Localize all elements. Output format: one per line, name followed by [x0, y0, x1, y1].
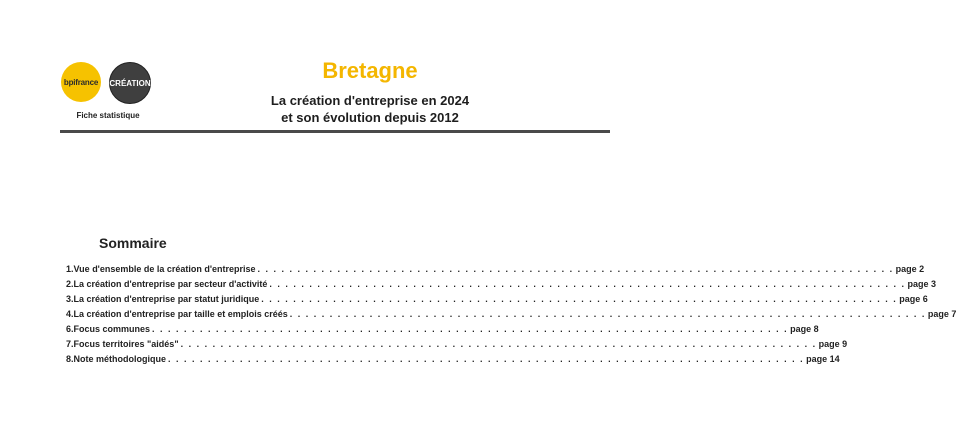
toc-item-page: page 14	[806, 354, 840, 364]
toc-item-number: 3.	[66, 294, 74, 304]
toc-item-page: page 3	[907, 279, 936, 289]
bpifrance-logo	[61, 62, 101, 102]
toc-item-page: page 8	[790, 324, 819, 334]
toc-item-leader: . . . . . . . . . . . . . . . . . . . . . . . . . . . . . . . . . . . . . . . . . . . . . . . . . . . . . . . . . . . . . . . . . . . . . . . . . . . . . . . .	[289, 309, 926, 319]
page-title: Bretagne	[322, 58, 418, 83]
toc-item-leader: . . . . . . . . . . . . . . . . . . . . . . . . . . . . . . . . . . . . . . . . . . . . . . . . . . . . . . . . . . . . . . . . . . . . . . . . . . . . . . . .	[152, 324, 789, 334]
toc-item-page: page 2	[895, 264, 925, 274]
toc-item-number: 4.	[66, 309, 74, 319]
subtitle-line-1: La création d'entreprise en 2024	[270, 93, 470, 108]
toc-item-leader: . . . . . . . . . . . . . . . . . . . . . . . . . . . . . . . . . . . . . . . . . . . . . . . . . . . . . . . . . . . . . . . . . . . . . . . . . . . . . . . .	[261, 294, 898, 304]
toc-item-number: 7.	[66, 339, 74, 349]
toc-item-label: Focus communes	[73, 324, 151, 334]
toc-item-number: 6.	[66, 324, 74, 334]
toc-item-label: La création d'entreprise par taille et emplois créés	[73, 309, 288, 319]
toc-item[interactable]	[66, 264, 925, 279]
table-of-contents	[66, 264, 956, 369]
toc-item[interactable]	[66, 309, 956, 324]
toc-item-label: La création d'entreprise par statut juridique	[73, 294, 260, 304]
bpifrance-logo-text: bpifrance	[63, 77, 99, 87]
toc-item-page: page 9	[818, 339, 848, 349]
toc-item-leader: . . . . . . . . . . . . . . . . . . . . . . . . . . . . . . . . . . . . . . . . . . . . . . . . . . . . . . . . . . . . . . . . . . . . . . . . . . . . . . . .	[180, 339, 817, 349]
fiche-label: Fiche statistique	[76, 111, 140, 120]
toc-item[interactable]	[66, 324, 819, 339]
summary-heading: Sommaire	[99, 235, 167, 251]
toc-item[interactable]	[66, 294, 928, 309]
toc-item-leader: . . . . . . . . . . . . . . . . . . . . . . . . . . . . . . . . . . . . . . . . . . . . . . . . . . . . . . . . . . . . . . . . . . . . . . . . . . . . . . . .	[269, 279, 906, 289]
toc-item-page: page 6	[899, 294, 928, 304]
subtitle-line-2: et son évolution depuis 2012	[281, 110, 459, 125]
toc-item-label: Vue d'ensemble de la création d'entreprise	[73, 264, 256, 274]
creation-logo-text: CRÉATION	[109, 78, 151, 88]
toc-item[interactable]	[66, 339, 848, 354]
toc-item-label: Note méthodologique	[73, 354, 167, 364]
creation-logo	[109, 62, 151, 104]
toc-item-page: page 7	[927, 309, 956, 319]
toc-item-leader: . . . . . . . . . . . . . . . . . . . . . . . . . . . . . . . . . . . . . . . . . . . . . . . . . . . . . . . . . . . . . . . . . . . . . . . . . . . . . . . .	[168, 354, 805, 364]
toc-item-number: 1.	[66, 264, 74, 274]
toc-item-leader: . . . . . . . . . . . . . . . . . . . . . . . . . . . . . . . . . . . . . . . . . . . . . . . . . . . . . . . . . . . . . . . . . . . . . . . . . . . . . . . .	[257, 264, 894, 274]
toc-item[interactable]	[66, 279, 936, 294]
header-divider	[60, 130, 610, 133]
toc-item[interactable]	[66, 354, 840, 369]
toc-item-number: 8.	[66, 354, 74, 364]
toc-item-number: 2.	[66, 279, 74, 289]
toc-item-label: Focus territoires "aidés"	[73, 339, 179, 349]
toc-item-label: La création d'entreprise par secteur d'activité	[73, 279, 268, 289]
